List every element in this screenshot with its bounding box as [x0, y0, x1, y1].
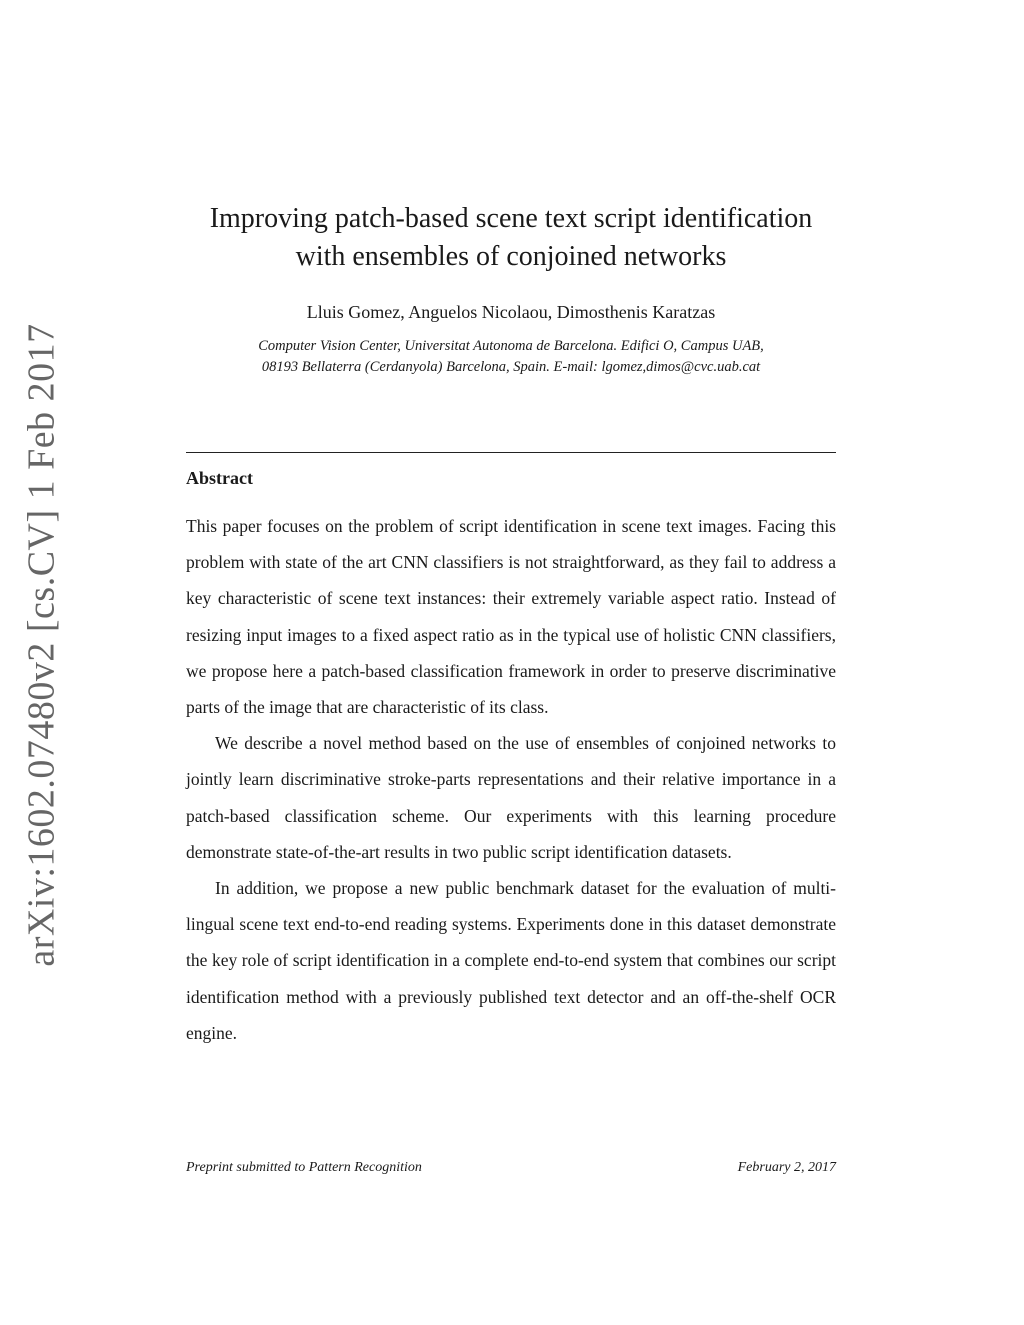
paper-title-line-1: Improving patch-based scene text script identification — [209, 203, 813, 234]
abstract-body — [186, 508, 836, 1051]
preprint-date: February 2, 2017 — [737, 1160, 836, 1175]
paper-title-line-2: with ensembles of conjoined networks — [295, 241, 727, 272]
author-affiliation — [186, 336, 836, 378]
abstract-paragraph-1: This paper focuses on the problem of script identification in scene text images. Facing this problem with state of the art CNN classifiers is not straightforward, as they fail to address a key characteristic of scene text instances: their extremely variable aspect ratio. Instead of resizing input images to a fixed aspect ratio as in the typical use of holistic CNN classifiers, we propose here a patch-based classification framework in order to preserve discriminative parts of the image that are characteristic of its class. — [186, 516, 836, 718]
arxiv-identifier-stamp — [12, 323, 72, 967]
paper-title — [186, 200, 836, 276]
abstract-paragraph-2: We describe a novel method based on the use of ensembles of conjoined networks to jointly learn discriminative stroke-parts representations and their relative importance in a patch-based classification scheme. Our experiments with this learning procedure demonstrate state-of-the-art results in two public script identification datasets. — [186, 733, 836, 862]
affiliation-line-1: Computer Vision Center, Universitat Autonoma de Barcelona. Edifici O, Campus UAB, — [258, 338, 764, 354]
arxiv-identifier-text: arXiv:1602.07480v2 [cs.CV] 1 Feb 2017 — [21, 323, 63, 967]
preprint-note: Preprint submitted to Pattern Recognition — [186, 1160, 422, 1175]
author-list: Lluis Gomez, Anguelos Nicolaou, Dimosthenis Karatzas — [306, 302, 716, 322]
section-divider — [186, 452, 836, 453]
abstract-heading: Abstract — [186, 468, 253, 488]
affiliation-line-2: 08193 Bellaterra (Cerdanyola) Barcelona, Spain. E-mail: lgomez,dimos@cvc.uab.cat — [261, 359, 761, 375]
abstract-paragraph-3: In addition, we propose a new public benchmark dataset for the evaluation of multi-lingual scene text end-to-end reading systems. Experiments done in this dataset demonstrate the key role of script identification in a complete end-to-end system that combines our script identification method with a previously published text detector and an off-the-shelf OCR engine. — [186, 878, 836, 1043]
